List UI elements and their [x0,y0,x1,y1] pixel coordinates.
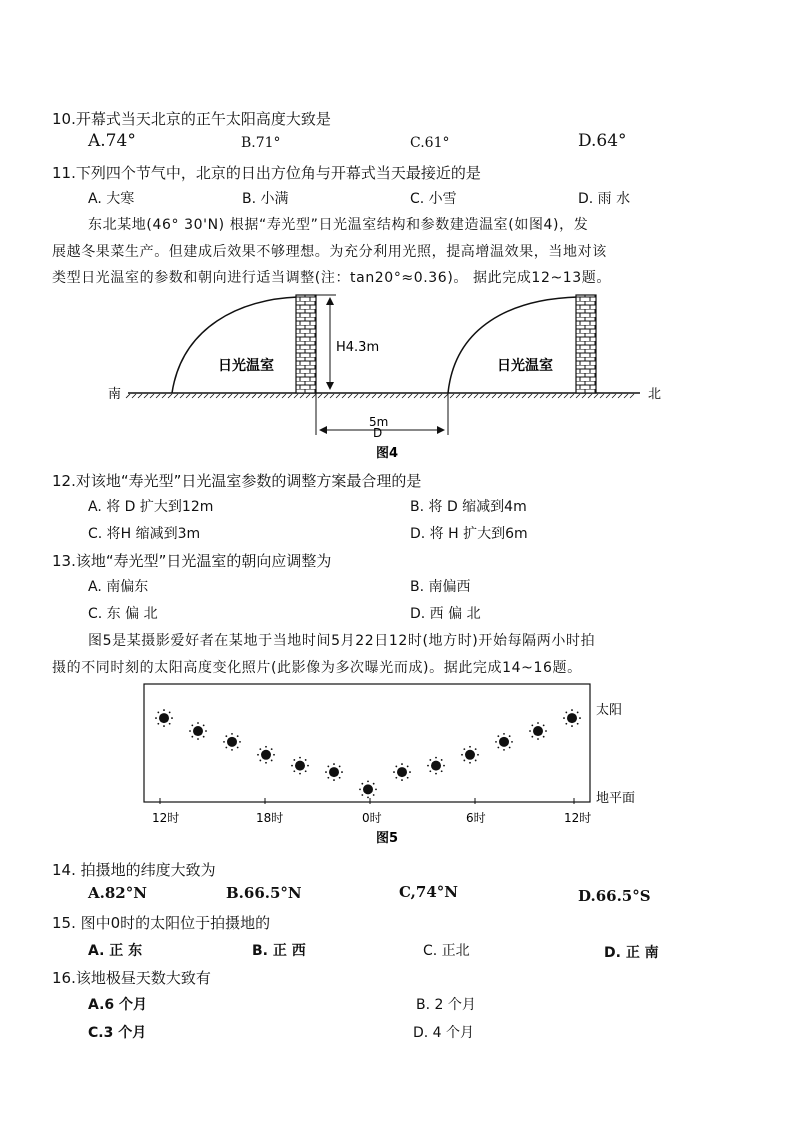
q15-option-b: B. 正 西 [252,943,306,959]
q16-stem: 16.该地极昼天数大致有 [52,969,211,987]
figure-5-sun-altitude-photo [0,680,793,850]
q15-option-a: A. 正 东 [88,943,143,959]
distance-value: 5m [369,415,389,429]
photo-frame [144,684,590,802]
distance-symbol: D [373,426,383,440]
q10-option-b: B.71° [241,135,281,151]
passage-1-line-3: 类型日光温室的参数和朝向进行适当调整(注：tan20°≈0.36)。 据此完成12~13题。 [52,270,611,286]
q13-option-c: C. 东 偏 北 [88,606,158,622]
q13-stem: 13.该地“寿光型”日光温室的朝向应调整为 [52,552,332,570]
q11-option-a: A. 大寒 [88,191,135,207]
tick-label-18h: 18时 [256,811,284,825]
q11-option-b: B. 小满 [242,191,289,207]
q14-option-a: A.82°N [88,884,147,902]
q14-stem: 14. 拍摄地的纬度大致为 [52,861,216,879]
passage-2-line-2: 摄的不同时刻的太阳高度变化照片(此影像为多次曝光而成)。据此完成14~16题。 [52,660,582,676]
tick-label-12h-end: 12时 [564,811,592,825]
q15-option-d: D. 正 南 [604,945,659,961]
tick-label-0h: 0时 [362,811,382,825]
sun-label: 太阳 [596,703,623,718]
figure-5-caption: 图5 [376,831,399,846]
q15-option-c: C. 正北 [423,943,470,959]
figure-4-caption: 图4 [376,446,399,461]
right-greenhouse-wall [576,295,596,393]
south-label: 南 [108,387,122,402]
q11-option-d: D. 雨 水 [578,191,631,207]
horizon-label: 地平面 [596,791,636,806]
tick-label-12h-start: 12时 [152,811,180,825]
q16-option-b: B. 2 个月 [416,997,476,1013]
q11-option-c: C. 小雪 [410,191,457,207]
q12-option-b: B. 将 D 缩减到4m [410,499,527,515]
q14-option-c: C,74°N [399,883,458,901]
q11-stem: 11.下列四个节气中，北京的日出方位角与开幕式当天最接近的是 [52,164,481,182]
q12-option-c: C. 将H 缩减到3m [88,526,201,542]
q12-option-d: D. 将 H 扩大到6m [410,526,528,542]
figure-4-greenhouse-diagram [0,285,793,465]
q10-stem: 10.开幕式当天北京的正午太阳高度大致是 [52,110,331,128]
q10-option-a: A.74° [88,131,136,151]
q14-option-b: B.66.5°N [226,884,302,902]
q14-option-d: D.66.5°S [578,887,651,905]
north-label: 北 [648,387,662,402]
q13-option-d: D. 西 偏 北 [410,606,481,622]
left-greenhouse-roof [172,297,298,393]
passage-1-line-1: 东北某地(46° 30'N) 根据“寿光型”日光温室结构和参数建造温室(如图4)，发 [88,217,589,233]
q12-option-a: A. 将 D 扩大到12m [88,499,214,515]
q10-option-d: D.64° [578,131,627,151]
passage-1-line-2: 展越冬果菜生产。但建成后效果不够理想。为充分利用光照，提高增温效果，当地对该 [52,244,607,260]
ground-hatching [126,394,634,398]
right-greenhouse-roof [448,297,578,393]
passage-2-line-1: 图5是某摄影爱好者在某地于当地时间5月22日12时(地方时)开始每隔两小时拍 [88,633,596,649]
height-label: H4.3m [336,340,380,355]
q13-option-b: B. 南偏西 [410,579,471,595]
right-greenhouse-label: 日光温室 [497,358,553,374]
tick-label-6h: 6时 [466,811,486,825]
left-greenhouse-label: 日光温室 [218,358,274,374]
q12-stem: 12.对该地“寿光型”日光温室参数的调整方案最合理的是 [52,472,422,490]
q13-option-a: A. 南偏东 [88,579,149,595]
q16-option-c: C.3 个月 [88,1025,147,1041]
q16-option-d: D. 4 个月 [413,1025,475,1041]
q16-option-a: A.6 个月 [88,997,148,1013]
q15-stem: 15. 图中0时的太阳位于拍摄地的 [52,914,271,932]
q10-option-c: C.61° [410,135,450,151]
left-greenhouse-wall [296,295,316,393]
